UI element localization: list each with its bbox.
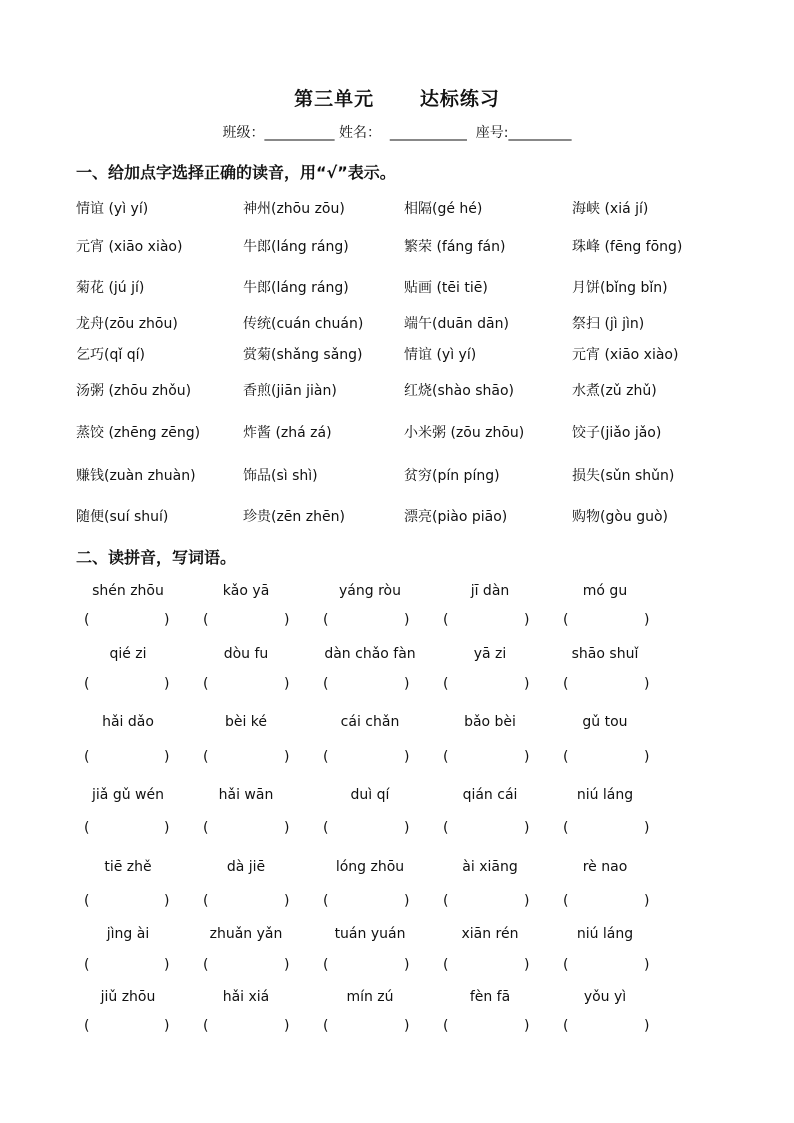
- answer-paren-open: (: [443, 893, 449, 909]
- answer-paren-open: (: [323, 957, 329, 973]
- answer-paren-open: (: [84, 612, 90, 628]
- answer-paren-close: ): [404, 612, 410, 628]
- vocab-item: 情谊 (yì yí): [76, 201, 149, 217]
- answer-paren-open: (: [203, 957, 209, 973]
- vocab-item: 购物(gòu guò): [572, 509, 669, 525]
- pinyin-prompt: bèi ké: [224, 714, 268, 730]
- answer-paren-open: (: [443, 749, 449, 765]
- answer-paren-close: ): [644, 749, 650, 765]
- answer-paren-open: (: [203, 612, 209, 628]
- answer-paren-open: (: [563, 893, 569, 909]
- answer-paren-close: ): [404, 676, 410, 692]
- answer-paren-close: ): [284, 612, 290, 628]
- vocab-item: 红烧(shào shāo): [404, 383, 514, 399]
- vocab-item: 小米粥 (zōu zhōu): [404, 425, 525, 441]
- answer-paren-close: ): [524, 612, 530, 628]
- pinyin-prompt: dòu fu: [223, 646, 269, 662]
- pinyin-prompt: yǒu yì: [583, 989, 627, 1005]
- student-info-line: 班级：__________ 姓名： ___________ 座号:_________: [222, 125, 572, 141]
- answer-paren-open: (: [443, 676, 449, 692]
- answer-paren-open: (: [203, 893, 209, 909]
- section-1-heading: 一、给加点字选择正确的读音，用“√”表示。: [76, 163, 396, 182]
- answer-paren-open: (: [443, 820, 449, 836]
- vocab-item: 海峡 (xiá jí): [572, 201, 649, 217]
- answer-paren-open: (: [203, 820, 209, 836]
- pinyin-prompt: tuán yuán: [334, 926, 406, 942]
- pinyin-prompt: qié zi: [109, 646, 147, 662]
- page-title: 第三单元 达标练习: [294, 88, 500, 110]
- answer-paren-open: (: [84, 893, 90, 909]
- vocab-item: 龙舟(zōu zhōu): [76, 316, 178, 332]
- answer-paren-close: ): [644, 676, 650, 692]
- answer-paren-close: ): [404, 957, 410, 973]
- pinyin-prompt: zhuǎn yǎn: [209, 926, 283, 942]
- vocab-item: 月饼(bǐng bǐn): [572, 280, 668, 296]
- pinyin-prompt: tiē zhě: [104, 859, 152, 875]
- pinyin-prompt: jiǎ gǔ wén: [92, 787, 164, 803]
- vocab-item: 蒸饺 (zhēng zēng): [76, 425, 201, 441]
- vocab-item: 汤粥 (zhōu zhǒu): [76, 383, 192, 399]
- answer-paren-close: ): [164, 820, 170, 836]
- vocab-item: 元宵 (xiāo xiào): [572, 347, 679, 363]
- answer-paren-close: ): [404, 1018, 410, 1034]
- answer-paren-close: ): [404, 749, 410, 765]
- pinyin-prompt: fèn fā: [469, 989, 511, 1005]
- answer-paren-close: ): [644, 820, 650, 836]
- answer-paren-close: ): [284, 820, 290, 836]
- vocab-item: 乞巧(qǐ qí): [76, 347, 145, 363]
- vocab-item: 元宵 (xiāo xiào): [76, 239, 183, 255]
- pinyin-prompt: hǎi xiá: [222, 989, 270, 1005]
- answer-paren-close: ): [284, 676, 290, 692]
- answer-paren-close: ): [644, 1018, 650, 1034]
- vocab-item: 珠峰 (fēng fōng): [572, 239, 683, 255]
- vocab-item: 赏菊(shǎng sǎng): [243, 347, 363, 363]
- answer-paren-open: (: [84, 676, 90, 692]
- pinyin-prompt: yā zi: [473, 646, 507, 662]
- vocab-item: 饰品(sì shì): [243, 468, 318, 484]
- answer-paren-open: (: [323, 1018, 329, 1034]
- vocab-item: 饺子(jiǎo jǎo): [572, 425, 662, 441]
- pinyin-prompt: mó gu: [582, 583, 628, 599]
- pinyin-prompt: kǎo yā: [222, 583, 270, 599]
- pinyin-prompt: hǎi dǎo: [102, 714, 154, 730]
- pinyin-prompt: shén zhōu: [92, 583, 164, 599]
- answer-paren-close: ): [644, 612, 650, 628]
- pinyin-prompt: xiān rén: [461, 926, 519, 942]
- answer-paren-open: (: [443, 1018, 449, 1034]
- answer-paren-open: (: [203, 676, 209, 692]
- pinyin-prompt: qián cái: [462, 787, 518, 803]
- answer-paren-open: (: [203, 749, 209, 765]
- answer-paren-open: (: [443, 612, 449, 628]
- vocab-item: 贫穷(pín píng): [404, 468, 500, 484]
- answer-paren-close: ): [524, 893, 530, 909]
- vocab-item: 牛郎(láng ráng): [243, 280, 349, 296]
- vocab-item: 水煮(zǔ zhǔ): [572, 383, 657, 399]
- answer-paren-open: (: [563, 676, 569, 692]
- answer-paren-open: (: [563, 957, 569, 973]
- answer-paren-open: (: [563, 749, 569, 765]
- vocab-item: 牛郎(láng ráng): [243, 239, 349, 255]
- answer-paren-close: ): [644, 957, 650, 973]
- answer-paren-close: ): [524, 1018, 530, 1034]
- vocab-item: 珍贵(zēn zhēn): [243, 509, 345, 525]
- answer-paren-open: (: [563, 612, 569, 628]
- pinyin-prompt: dàn chǎo fàn: [324, 646, 416, 662]
- vocab-item: 炸酱 (zhá zá): [243, 425, 332, 441]
- answer-paren-open: (: [563, 1018, 569, 1034]
- pinyin-prompt: bǎo bèi: [464, 714, 516, 730]
- pinyin-prompt: ài xiāng: [462, 859, 518, 875]
- pinyin-prompt: dà jiē: [226, 859, 266, 875]
- answer-paren-close: ): [644, 893, 650, 909]
- pinyin-prompt: yáng ròu: [339, 583, 401, 599]
- pinyin-prompt: gǔ tou: [582, 714, 628, 730]
- answer-paren-open: (: [323, 676, 329, 692]
- vocab-item: 神州(zhōu zōu): [243, 201, 345, 217]
- section-2-heading: 二、读拼音，写词语。: [76, 548, 237, 567]
- answer-paren-open: (: [323, 749, 329, 765]
- answer-paren-close: ): [404, 893, 410, 909]
- answer-paren-open: (: [84, 957, 90, 973]
- vocab-item: 赚钱(zuàn zhuàn): [76, 468, 196, 484]
- pinyin-prompt: cái chǎn: [340, 714, 400, 730]
- answer-paren-close: ): [524, 820, 530, 836]
- vocab-item: 贴画 (tēi tiē): [404, 280, 488, 296]
- pinyin-prompt: niú láng: [576, 787, 634, 803]
- answer-paren-close: ): [164, 749, 170, 765]
- pinyin-prompt: mín zú: [346, 989, 394, 1005]
- vocab-item: 损失(sǔn shǔn): [572, 468, 675, 484]
- vocab-item: 随便(suí shuí): [76, 509, 169, 525]
- vocab-item: 端午(duān dān): [404, 316, 509, 332]
- answer-paren-close: ): [284, 957, 290, 973]
- pinyin-prompt: niú láng: [576, 926, 634, 942]
- vocab-item: 传统(cuán chuán): [243, 316, 364, 332]
- answer-paren-close: ): [164, 1018, 170, 1034]
- answer-paren-close: ): [404, 820, 410, 836]
- answer-paren-open: (: [84, 820, 90, 836]
- pinyin-prompt: shāo shuǐ: [571, 646, 639, 662]
- answer-paren-close: ): [164, 893, 170, 909]
- answer-paren-open: (: [443, 957, 449, 973]
- pinyin-prompt: lóng zhōu: [335, 859, 405, 875]
- answer-paren-open: (: [563, 820, 569, 836]
- vocab-item: 祭扫 (jì jìn): [572, 316, 645, 332]
- vocab-item: 情谊 (yì yí): [404, 347, 477, 363]
- pinyin-prompt: jiǔ zhōu: [100, 989, 156, 1005]
- vocab-item: 漂亮(piào piāo): [404, 509, 508, 525]
- pinyin-prompt: jìng ài: [106, 926, 150, 942]
- answer-paren-open: (: [203, 1018, 209, 1034]
- vocab-item: 菊花 (jú jí): [76, 280, 145, 296]
- answer-paren-open: (: [323, 893, 329, 909]
- vocab-item: 相隔(gé hé): [404, 201, 483, 217]
- answer-paren-close: ): [284, 893, 290, 909]
- vocab-item: 香煎(jiān jiàn): [243, 383, 337, 399]
- answer-paren-close: ): [524, 957, 530, 973]
- answer-paren-open: (: [84, 749, 90, 765]
- answer-paren-close: ): [524, 749, 530, 765]
- answer-paren-close: ): [164, 957, 170, 973]
- vocab-item: 繁荣 (fáng fán): [404, 239, 506, 255]
- pinyin-prompt: jī dàn: [470, 583, 510, 599]
- answer-paren-close: ): [524, 676, 530, 692]
- answer-paren-close: ): [164, 612, 170, 628]
- pinyin-prompt: hǎi wān: [218, 787, 274, 803]
- pinyin-prompt: duì qí: [350, 787, 390, 803]
- answer-paren-open: (: [84, 1018, 90, 1034]
- pinyin-prompt: rè nao: [582, 859, 628, 875]
- answer-paren-close: ): [284, 749, 290, 765]
- answer-paren-close: ): [284, 1018, 290, 1034]
- answer-paren-open: (: [323, 820, 329, 836]
- answer-paren-close: ): [164, 676, 170, 692]
- answer-paren-open: (: [323, 612, 329, 628]
